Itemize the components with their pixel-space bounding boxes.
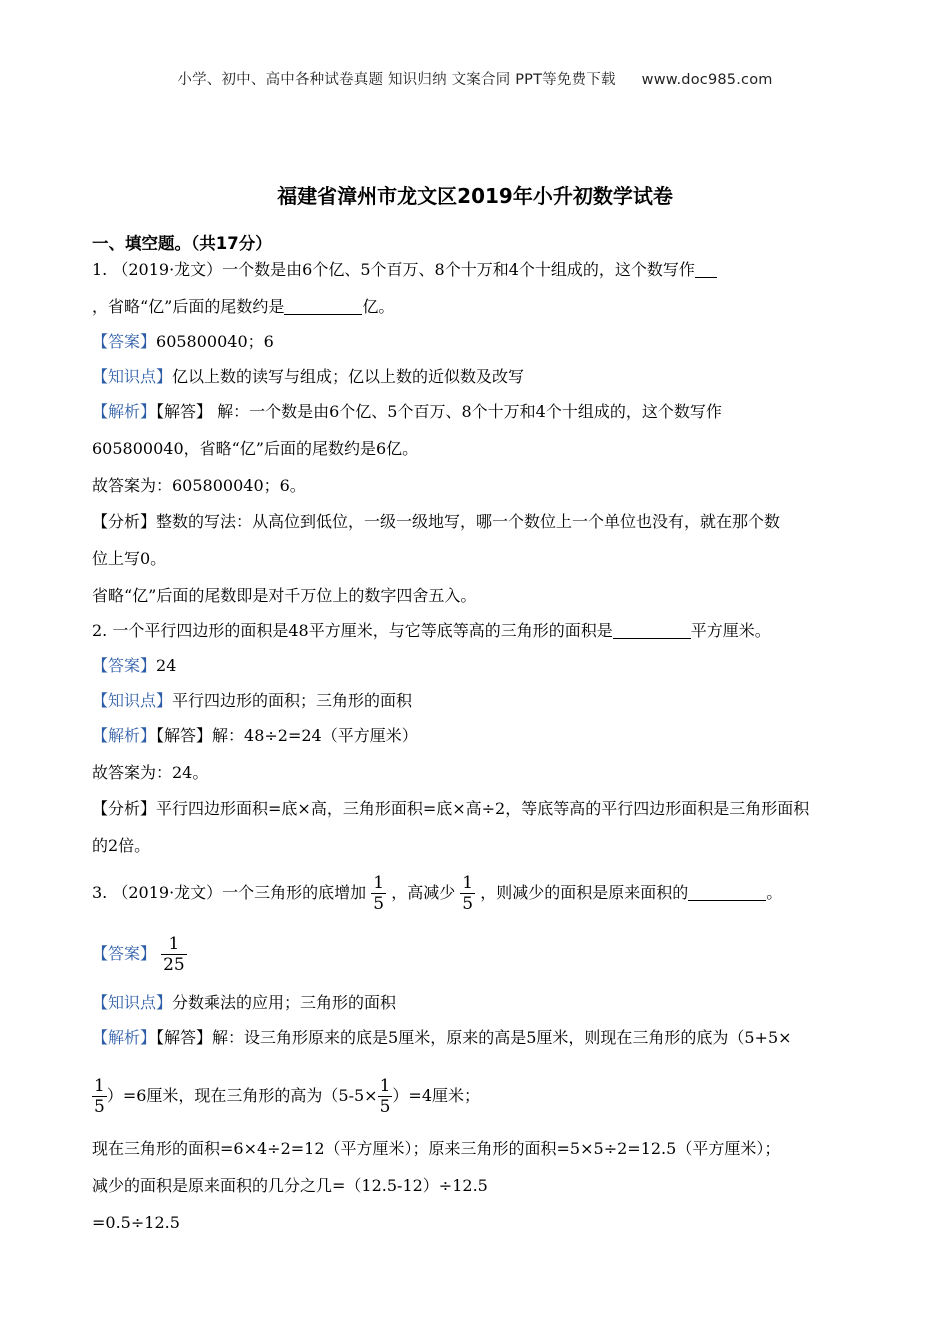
q3-explanation-line4: 减少的面积是原来面积的几分之几=（12.5-12）÷12.5 [92, 1176, 488, 1195]
q3-explanation-line2: $\frac{1}{5}$ ）=6厘米，现在三角形的高为（5-5× $\frac{1}{5}$ ）=4厘米； [94, 1076, 481, 1117]
q2-stem: 2. 一个平行四边形的面积是48平方厘米，与它等底等高的三角形的面积是 平方厘米。 [92, 621, 771, 640]
q1-blank-1 [695, 261, 717, 278]
q1-analysis-line1: 【分析】整数的写法：从高位到低位，一级一级地写，哪一个数位上一个单位也没有，就在那个数 [92, 512, 781, 531]
q3-exp-fraction-1: $\frac{1}{5}$ [94, 1076, 105, 1117]
q2-blank [613, 622, 691, 639]
q3-fraction-2: $\frac{1}{5}$ [462, 873, 474, 914]
document-title: 福建省漳州市龙文区2019年小升初数学试卷 [277, 184, 673, 208]
q2-explanation-line1: 【解析】【解答】解：48÷2=24（平方厘米） [92, 726, 418, 745]
q2-explanation-line2: 故答案为：24。 [92, 763, 209, 782]
q3-explanation-line3: 现在三角形的面积=6×4÷2=12（平方厘米）；原来三角形的面积=5×5÷2=12.5（平方厘米）； [92, 1139, 781, 1158]
q3-knowledge-point: 【知识点】分数乘法的应用；三角形的面积 [92, 993, 397, 1012]
q2-analysis-line2: 的2倍。 [92, 836, 151, 855]
q3-fraction-1: $\frac{1}{5}$ [373, 873, 385, 914]
q3-exp-fraction-2: $\frac{1}{5}$ [379, 1076, 391, 1117]
q3-stem: 3. （2019·龙文）一个三角形的底增加 $\frac{1}{5}$ ，高减少 $\frac{1}{5}$ ，则减少的面积是原来面积的 。 [92, 873, 783, 914]
q1-explanation-line1: 【解析】【解答】 解：一个数是由6个亿、5个百万、8个十万和4个十组成的，这个数写作 [92, 402, 722, 421]
q2-answer: 【答案】24 [92, 656, 177, 675]
q1-knowledge-point: 【知识点】亿以上数的读写与组成；亿以上数的近似数及改写 [92, 367, 525, 386]
header-text: 小学、初中、高中各种试卷真题 知识归纳 文案合同 PPT等免费下载 [177, 72, 616, 88]
q1-blank-2 [284, 298, 362, 315]
q3-answer-fraction: $\frac{1}{25}$ [163, 934, 185, 975]
q3-blank [688, 884, 766, 901]
q1-explanation-line3: 故答案为：605800040；6。 [92, 476, 306, 495]
q1-explanation-line2: 605800040，省略“亿”后面的尾数约是6亿。 [92, 439, 419, 458]
q1-stem-line2: ，省略“亿”后面的尾数约是 亿。 [92, 297, 395, 316]
q1-analysis-line3: 省略“亿”后面的尾数即是对千万位上的数字四舍五入。 [92, 586, 477, 605]
q1-answer: 【答案】605800040；6 [92, 332, 274, 351]
q2-knowledge-point: 【知识点】平行四边形的面积；三角形的面积 [92, 691, 413, 710]
q3-answer: 【答案】 $\frac{1}{25}$ [92, 934, 185, 975]
q1-stem-line1: 1. （2019·龙文）一个数是由6个亿、5个百万、8个十万和4个十组成的，这个数写作 [92, 259, 717, 281]
header-url[interactable]: www.doc985.com [641, 72, 773, 88]
section-heading: 一、填空题。（共17分） [92, 234, 272, 253]
q1-analysis-line2: 位上写0。 [92, 549, 167, 568]
q3-explanation-line5: =0.5÷12.5 [92, 1213, 180, 1232]
page-header [0, 68, 950, 89]
q3-explanation-line1: 【解析】【解答】解：设三角形原来的底是5厘米，原来的高是5厘米，则现在三角形的底为（5+5× [92, 1028, 792, 1047]
q2-analysis-line1: 【分析】平行四边形面积=底×高，三角形面积=底×高÷2，等底等高的平行四边形面积是三角形面积 [92, 799, 810, 818]
